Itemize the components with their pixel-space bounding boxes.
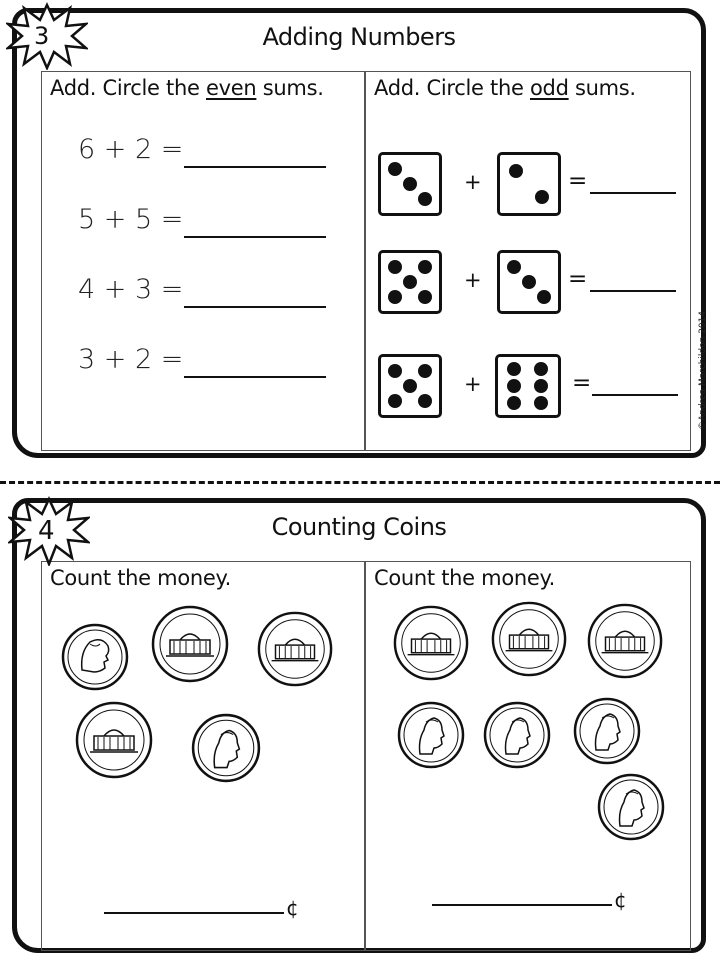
die-six-icon xyxy=(495,354,561,418)
answer-blank[interactable] xyxy=(590,192,676,194)
money-answer-blank[interactable] xyxy=(104,912,284,914)
panel-instruction: Count the money. xyxy=(50,566,232,590)
equals-sign: = xyxy=(568,168,588,194)
panel-instruction: Add. Circle the odd sums. xyxy=(374,76,636,100)
copyright-text: ©Andrea Marchildon 2014 xyxy=(698,310,708,430)
section-title: Counting Coins xyxy=(271,513,447,541)
nickel-icon xyxy=(586,602,664,680)
answer-blank[interactable] xyxy=(590,290,676,292)
equation: 4 + 3 = xyxy=(78,274,184,305)
die-five-icon xyxy=(378,250,442,314)
die-five-icon xyxy=(378,354,442,418)
nickel-icon xyxy=(490,600,568,678)
section-title: Adding Numbers xyxy=(262,23,456,51)
section-number: 3 xyxy=(34,22,50,50)
even-sums-panel xyxy=(41,71,365,451)
plus-sign: + xyxy=(464,170,482,194)
nickel-icon xyxy=(74,700,154,780)
penny-icon xyxy=(596,772,666,842)
coin-panel-left xyxy=(41,561,365,951)
die-three-icon xyxy=(378,152,442,216)
plus-sign: + xyxy=(464,268,482,292)
nickel-icon xyxy=(256,610,334,688)
coin-panel-right xyxy=(365,561,691,951)
panel-instruction: Count the money. xyxy=(374,566,556,590)
answer-blank[interactable] xyxy=(184,236,326,238)
cut-line-divider xyxy=(0,481,720,484)
answer-blank[interactable] xyxy=(184,166,326,168)
dime-icon xyxy=(60,622,130,692)
adding-numbers-frame xyxy=(12,8,706,458)
money-answer-blank[interactable] xyxy=(432,904,612,906)
equation: 3 + 2 = xyxy=(78,344,184,375)
panel-instruction: Add. Circle the even sums. xyxy=(50,76,324,100)
equation: 6 + 2 = xyxy=(78,134,184,165)
section-number: 4 xyxy=(38,516,55,546)
equals-sign: = xyxy=(568,266,588,292)
penny-icon xyxy=(482,700,552,770)
answer-blank[interactable] xyxy=(184,306,326,308)
die-three-icon xyxy=(497,250,561,314)
penny-icon xyxy=(396,700,466,770)
penny-icon xyxy=(572,696,642,766)
cents-symbol: ¢ xyxy=(286,896,299,920)
counting-coins-frame xyxy=(12,498,706,953)
equation: 5 + 5 = xyxy=(78,204,184,235)
penny-icon xyxy=(190,712,262,784)
nickel-icon xyxy=(392,604,470,682)
equals-sign: = xyxy=(572,370,592,396)
plus-sign: + xyxy=(464,372,482,396)
keyword-odd: odd xyxy=(530,76,569,100)
answer-blank[interactable] xyxy=(592,394,678,396)
answer-blank[interactable] xyxy=(184,376,326,378)
nickel-icon xyxy=(150,604,230,684)
keyword-even: even xyxy=(206,76,257,100)
die-two-icon xyxy=(497,152,561,216)
cents-symbol: ¢ xyxy=(614,888,627,912)
odd-sums-panel xyxy=(365,71,691,451)
